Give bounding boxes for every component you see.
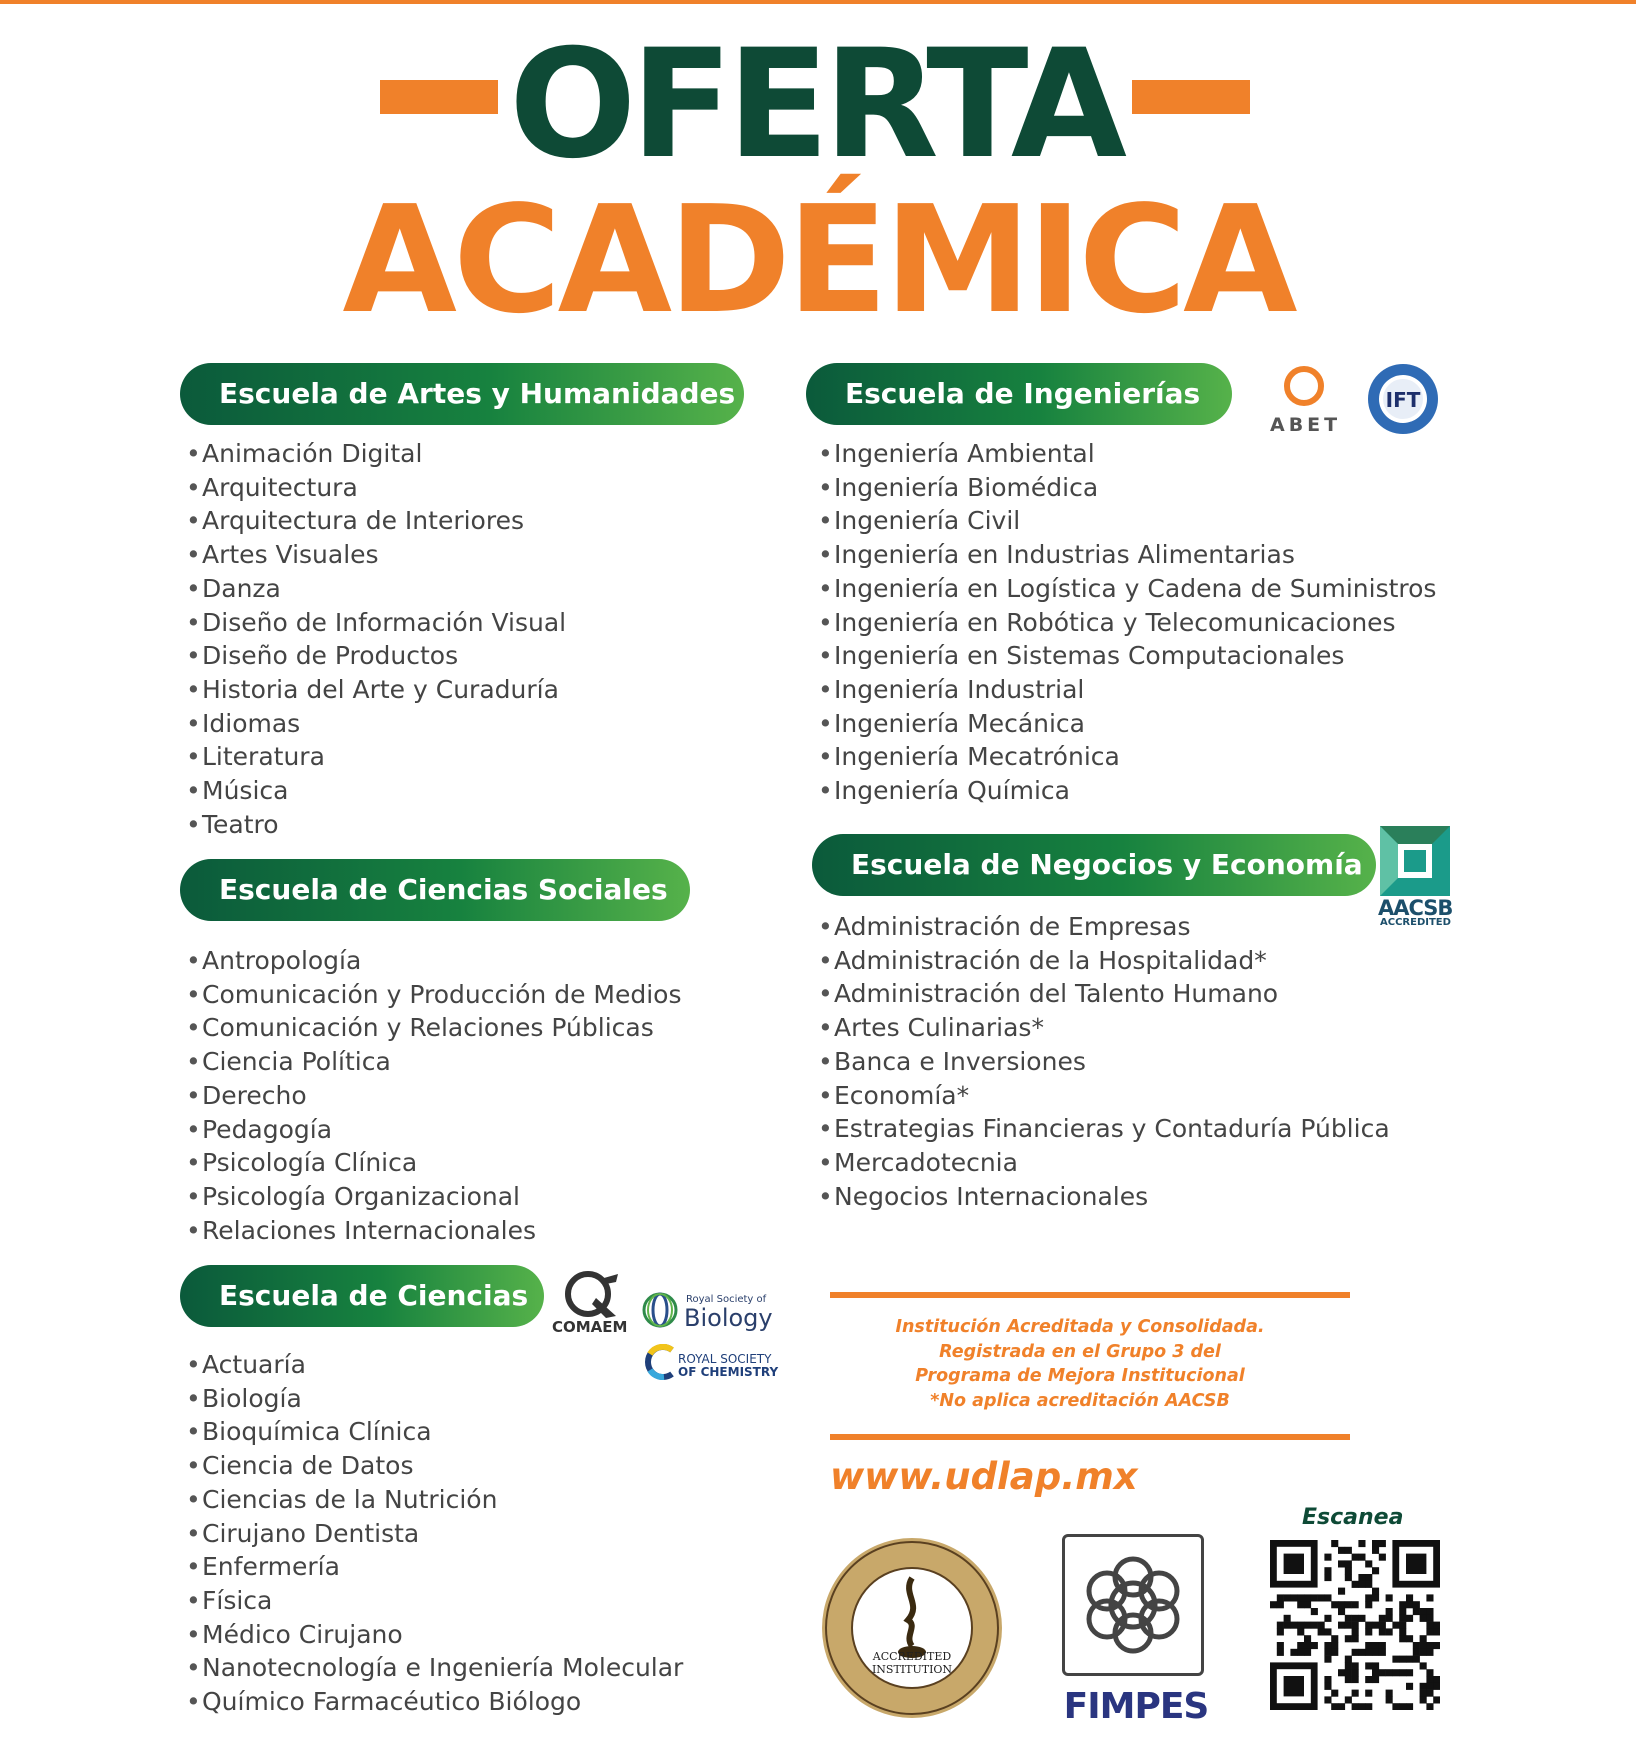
program-item <box>186 572 566 606</box>
program-name: Historia del Arte y Curaduría <box>202 674 559 704</box>
program-item <box>186 978 682 1012</box>
program-item <box>186 1348 683 1382</box>
program-item <box>818 774 1436 808</box>
bullet-icon: • <box>818 776 833 806</box>
program-name: Ingeniería en Industrias Alimentarias <box>834 540 1295 570</box>
program-name: Ingeniería Industrial <box>834 674 1085 704</box>
bullet-icon: • <box>818 439 833 468</box>
rsc-logo-icon <box>644 1344 676 1380</box>
program-name: Comunicación y Producción de Medios <box>202 979 682 1009</box>
bullet-icon: • <box>818 1181 833 1211</box>
fimpes-logo-icon <box>1062 1534 1204 1676</box>
program-name: Idiomas <box>202 708 301 738</box>
note-line: Registrada en el Grupo 3 del <box>939 1341 1221 1362</box>
program-item <box>186 1415 683 1449</box>
program-name: Médico Cirujano <box>202 1619 403 1649</box>
program-name: Ingeniería Mecatrónica <box>834 742 1120 772</box>
program-item <box>186 707 566 741</box>
program-name: Administración del Talento Humano <box>834 979 1279 1009</box>
bullet-icon: • <box>186 1518 201 1548</box>
program-name: Animación Digital <box>202 439 423 468</box>
program-item <box>186 1011 682 1045</box>
fimpes-label: FIMPES <box>1063 1686 1209 1727</box>
program-item <box>818 910 1390 944</box>
bullet-icon: • <box>186 1047 201 1077</box>
bullet-icon: • <box>186 1687 201 1717</box>
program-item <box>186 504 566 538</box>
program-list-artes <box>186 437 566 841</box>
bullet-icon: • <box>186 540 201 570</box>
bullet-icon: • <box>186 607 201 637</box>
accreditation-note <box>830 1315 1330 1413</box>
program-name: Psicología Organizacional <box>202 1181 521 1211</box>
program-name: Teatro <box>202 809 279 839</box>
program-item <box>818 740 1436 774</box>
note-line: Programa de Mejora Institucional <box>915 1366 1245 1386</box>
program-name: Antropología <box>202 946 362 975</box>
rsc-label-2: OF CHEMISTRY <box>678 1365 779 1379</box>
bullet-icon: • <box>186 1552 201 1582</box>
program-name: Arquitectura <box>202 472 358 502</box>
program-item <box>818 1011 1390 1045</box>
rsc-label-1: ROYAL SOCIETY <box>678 1352 772 1366</box>
bullet-icon: • <box>186 439 201 468</box>
rsb-small-label: Royal Society of <box>686 1294 767 1305</box>
school-header-artes: Escuela de Artes y Humanidades <box>180 363 744 425</box>
website-url: www.udlap.mx <box>830 1455 1138 1498</box>
program-item <box>186 471 566 505</box>
bullet-icon: • <box>818 1080 833 1110</box>
program-item <box>818 471 1436 505</box>
program-item <box>186 437 566 471</box>
program-list-negocios <box>818 910 1390 1213</box>
program-item <box>186 1079 682 1113</box>
bullet-icon: • <box>186 1417 201 1447</box>
rsb-big-label: Biology <box>684 1304 773 1332</box>
program-item <box>186 639 566 673</box>
program-item <box>818 1079 1390 1113</box>
bullet-icon: • <box>186 1215 201 1245</box>
bullet-icon: • <box>818 1114 833 1144</box>
bullet-icon: • <box>818 573 833 603</box>
program-list-sociales <box>186 944 682 1247</box>
program-item <box>186 1618 683 1652</box>
bullet-icon: • <box>186 1148 201 1178</box>
program-name: Cirujano Dentista <box>202 1518 420 1548</box>
program-name: Nanotecnología e Ingeniería Molecular <box>202 1653 684 1683</box>
program-item <box>818 1112 1390 1146</box>
program-name: Bioquímica Clínica <box>202 1417 432 1447</box>
bullet-icon: • <box>818 1147 833 1177</box>
bullet-icon: • <box>818 1013 833 1043</box>
program-name: Banca e Inversiones <box>834 1046 1086 1076</box>
program-item <box>186 1382 683 1416</box>
bullet-icon: • <box>186 708 201 738</box>
note-rule-top <box>830 1292 1350 1298</box>
bullet-icon: • <box>818 506 833 536</box>
bullet-icon: • <box>818 979 833 1009</box>
program-item <box>186 808 566 842</box>
top-rule <box>0 0 1636 4</box>
school-header-ciencias: Escuela de Ciencias <box>180 1265 544 1327</box>
program-name: Negocios Internacionales <box>834 1181 1149 1211</box>
program-name: Diseño de Información Visual <box>202 607 567 637</box>
abet-label: ABET <box>1270 414 1342 436</box>
program-item <box>186 774 566 808</box>
bullet-icon: • <box>186 472 201 502</box>
program-name: Ingeniería Civil <box>834 506 1021 536</box>
program-name: Ciencias de la Nutrición <box>202 1484 498 1514</box>
program-name: Estrategias Financieras y Contaduría Pública <box>834 1114 1390 1144</box>
bullet-icon: • <box>818 1046 833 1076</box>
title-dash-right <box>1132 80 1250 114</box>
note-line: *No aplica acreditación AACSB <box>930 1390 1230 1411</box>
program-item <box>186 1584 683 1618</box>
bullet-icon: • <box>186 809 201 839</box>
bullet-icon: • <box>818 912 833 941</box>
program-name: Administración de Empresas <box>834 912 1191 941</box>
title-line-1: OFERTA <box>509 18 1121 192</box>
sacs-seal-label: ACCREDITED INSTITUTION <box>871 1650 953 1676</box>
bullet-icon: • <box>818 641 833 671</box>
program-item <box>818 977 1390 1011</box>
program-name: Enfermería <box>202 1552 340 1582</box>
program-item <box>186 606 566 640</box>
program-name: Químico Farmacéutico Biólogo <box>202 1687 582 1717</box>
program-item <box>818 504 1436 538</box>
program-item <box>186 1045 682 1079</box>
sacs-seal-icon <box>818 1534 1006 1722</box>
program-item <box>186 1685 683 1719</box>
program-name: Administración de la Hospitalidad* <box>834 945 1267 975</box>
bullet-icon: • <box>186 1653 201 1683</box>
program-name: Música <box>202 776 289 806</box>
program-name: Economía* <box>834 1080 970 1110</box>
bullet-icon: • <box>186 1484 201 1514</box>
program-item <box>186 1113 682 1147</box>
program-name: Psicología Clínica <box>202 1148 418 1178</box>
title-line-2: ACADÉMICA <box>342 174 1294 346</box>
bullet-icon: • <box>186 1114 201 1144</box>
program-item <box>818 538 1436 572</box>
program-item <box>818 1045 1390 1079</box>
bullet-icon: • <box>818 742 833 772</box>
bullet-icon: • <box>818 607 833 637</box>
program-list-ingenierias <box>818 437 1436 808</box>
bullet-icon: • <box>186 1585 201 1615</box>
bullet-icon: • <box>186 1013 201 1043</box>
ift-label: IFT <box>1385 388 1421 412</box>
program-name: Derecho <box>202 1080 307 1110</box>
bullet-icon: • <box>186 573 201 603</box>
title-row <box>0 18 1636 192</box>
school-header-ingenierias: Escuela de Ingenierías <box>806 363 1232 425</box>
program-name: Ciencia de Datos <box>202 1451 414 1481</box>
program-name: Pedagogía <box>202 1114 333 1144</box>
program-list-ciencias <box>186 1348 683 1719</box>
bullet-icon: • <box>186 1619 201 1649</box>
program-name: Ingeniería Química <box>834 776 1070 806</box>
program-item <box>186 1146 682 1180</box>
program-item <box>186 1550 683 1584</box>
program-item <box>186 1483 683 1517</box>
bullet-icon: • <box>186 1451 201 1481</box>
comaem-label: COMAEM <box>552 1318 628 1336</box>
bullet-icon: • <box>186 674 201 704</box>
program-name: Relaciones Internacionales <box>202 1215 536 1245</box>
bullet-icon: • <box>818 945 833 975</box>
aacsb-sublabel: ACCREDITED <box>1380 917 1451 928</box>
program-item <box>818 1146 1390 1180</box>
program-name: Física <box>202 1585 273 1615</box>
aacsb-label: AACSB <box>1378 896 1453 920</box>
ift-badge-icon <box>1366 362 1440 436</box>
bullet-icon: • <box>186 1383 201 1413</box>
program-item <box>186 1180 682 1214</box>
school-header-negocios: Escuela de Negocios y Economía <box>812 834 1376 896</box>
program-item <box>186 1214 682 1248</box>
bullet-icon: • <box>186 641 201 671</box>
program-name: Ingeniería en Sistemas Computacionales <box>834 641 1345 671</box>
program-item <box>186 1517 683 1551</box>
bullet-icon: • <box>818 708 833 738</box>
rsb-logo-icon <box>642 1292 678 1328</box>
bullet-icon: • <box>186 506 201 536</box>
program-item <box>818 606 1436 640</box>
program-name: Actuaría <box>202 1350 306 1379</box>
program-item <box>186 1449 683 1483</box>
program-name: Ingeniería en Robótica y Telecomunicaciones <box>834 607 1396 637</box>
bullet-icon: • <box>186 1080 201 1110</box>
note-line: Institución Acreditada y Consolidada. <box>895 1317 1265 1337</box>
program-name: Mercadotecnia <box>834 1147 1018 1177</box>
program-item <box>186 538 566 572</box>
program-name: Literatura <box>202 742 325 772</box>
bullet-icon: • <box>186 979 201 1009</box>
program-name: Ingeniería Ambiental <box>834 439 1095 468</box>
program-item <box>186 944 682 978</box>
bullet-icon: • <box>186 776 201 806</box>
program-item <box>818 572 1436 606</box>
bullet-icon: • <box>818 472 833 502</box>
program-item <box>818 707 1436 741</box>
program-name: Arquitectura de Interiores <box>202 506 524 536</box>
program-item <box>818 639 1436 673</box>
scan-label: Escanea <box>1302 1505 1404 1530</box>
program-name: Comunicación y Relaciones Públicas <box>202 1013 654 1043</box>
program-name: Ingeniería Mecánica <box>834 708 1086 738</box>
bullet-icon: • <box>186 1350 201 1379</box>
program-name: Ingeniería Biomédica <box>834 472 1099 502</box>
bullet-icon: • <box>186 742 201 772</box>
program-item <box>186 1651 683 1685</box>
program-item <box>186 740 566 774</box>
program-name: Biología <box>202 1383 302 1413</box>
program-name: Diseño de Productos <box>202 641 459 671</box>
program-item <box>186 673 566 707</box>
program-name: Artes Culinarias* <box>834 1013 1044 1043</box>
program-name: Danza <box>202 573 281 603</box>
note-rule-bottom <box>830 1434 1350 1440</box>
program-name: Artes Visuales <box>202 540 379 570</box>
program-item <box>818 1180 1390 1214</box>
bullet-icon: • <box>186 1181 201 1211</box>
aacsb-logo-icon <box>1380 826 1450 896</box>
bullet-icon: • <box>818 674 833 704</box>
bullet-icon: • <box>186 946 201 975</box>
qr-code-icon[interactable] <box>1270 1540 1440 1710</box>
program-item <box>818 944 1390 978</box>
program-name: Ingeniería en Logística y Cadena de Suministros <box>834 573 1437 603</box>
program-item <box>818 673 1436 707</box>
bullet-icon: • <box>818 540 833 570</box>
school-header-sociales: Escuela de Ciencias Sociales <box>180 859 690 921</box>
comaem-logo-icon <box>560 1268 620 1322</box>
program-name: Ciencia Política <box>202 1047 391 1077</box>
program-item <box>818 437 1436 471</box>
abet-logo-icon <box>1284 366 1324 406</box>
title-dash-left <box>380 80 498 114</box>
